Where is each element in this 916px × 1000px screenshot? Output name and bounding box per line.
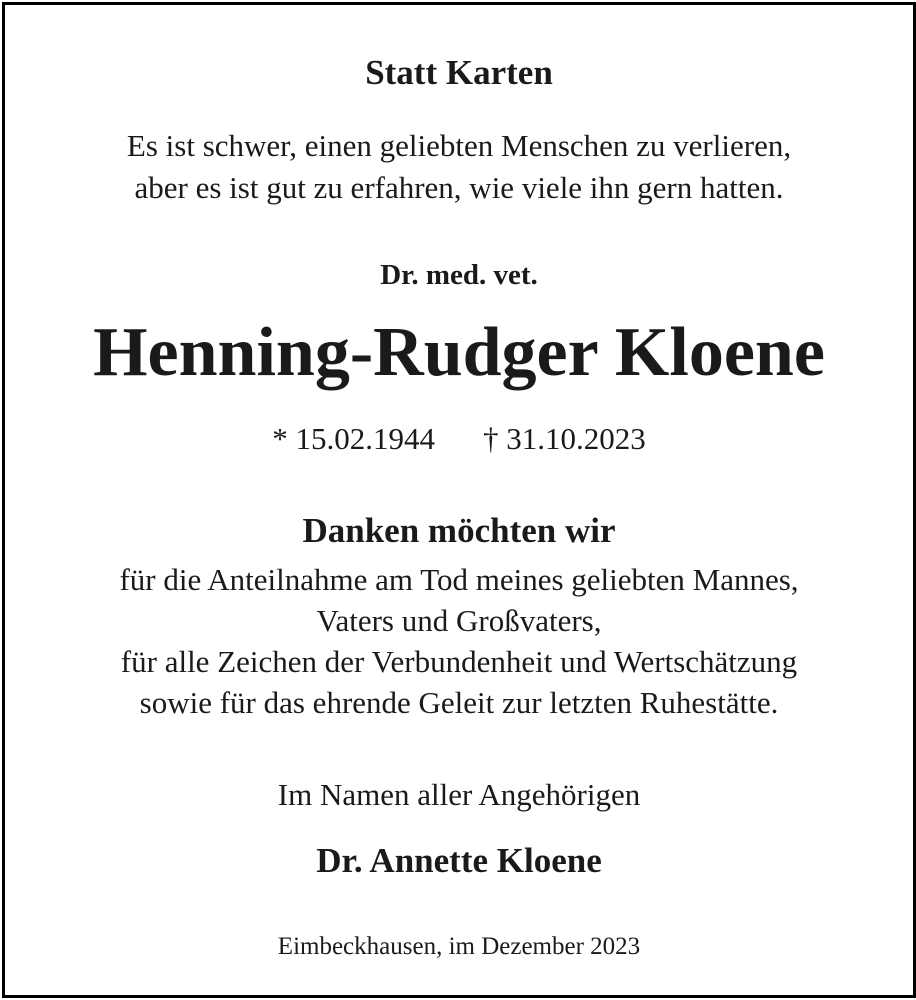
notice-header: Statt Karten (365, 53, 553, 92)
deceased-name: Henning-Rudger Kloene (93, 314, 825, 391)
quote-line: Es ist schwer, einen geliebten Menschen zu verlieren, (126, 128, 792, 163)
signer-name: Dr. Annette Kloene (316, 841, 602, 880)
quote (5, 125, 913, 209)
thanks-heading: Danken möchten wir (302, 511, 616, 550)
family-line: Im Namen aller Angehörigen (277, 777, 641, 812)
birth-date: * 15.02.1944 (272, 421, 435, 456)
place-date: Eimbeckhausen, im Dezember 2023 (277, 933, 641, 960)
thanks-line: Vaters und Großvaters, (316, 603, 602, 638)
obituary-notice (2, 2, 916, 998)
academic-title: Dr. med. vet. (380, 259, 538, 291)
death-date: † 31.10.2023 (483, 421, 646, 456)
life-dates (5, 421, 913, 457)
quote-line: aber es ist gut zu erfahren, wie viele ihn gern hatten. (134, 170, 784, 205)
thanks-line: sowie für das ehrende Geleit zur letzten Ruhestätte. (139, 685, 779, 720)
thanks-line: für alle Zeichen der Verbundenheit und Wertschätzung (120, 644, 798, 679)
thanks-line: für die Anteilnahme am Tod meines geliebten Mannes, (119, 562, 799, 597)
thanks-text (5, 559, 913, 723)
